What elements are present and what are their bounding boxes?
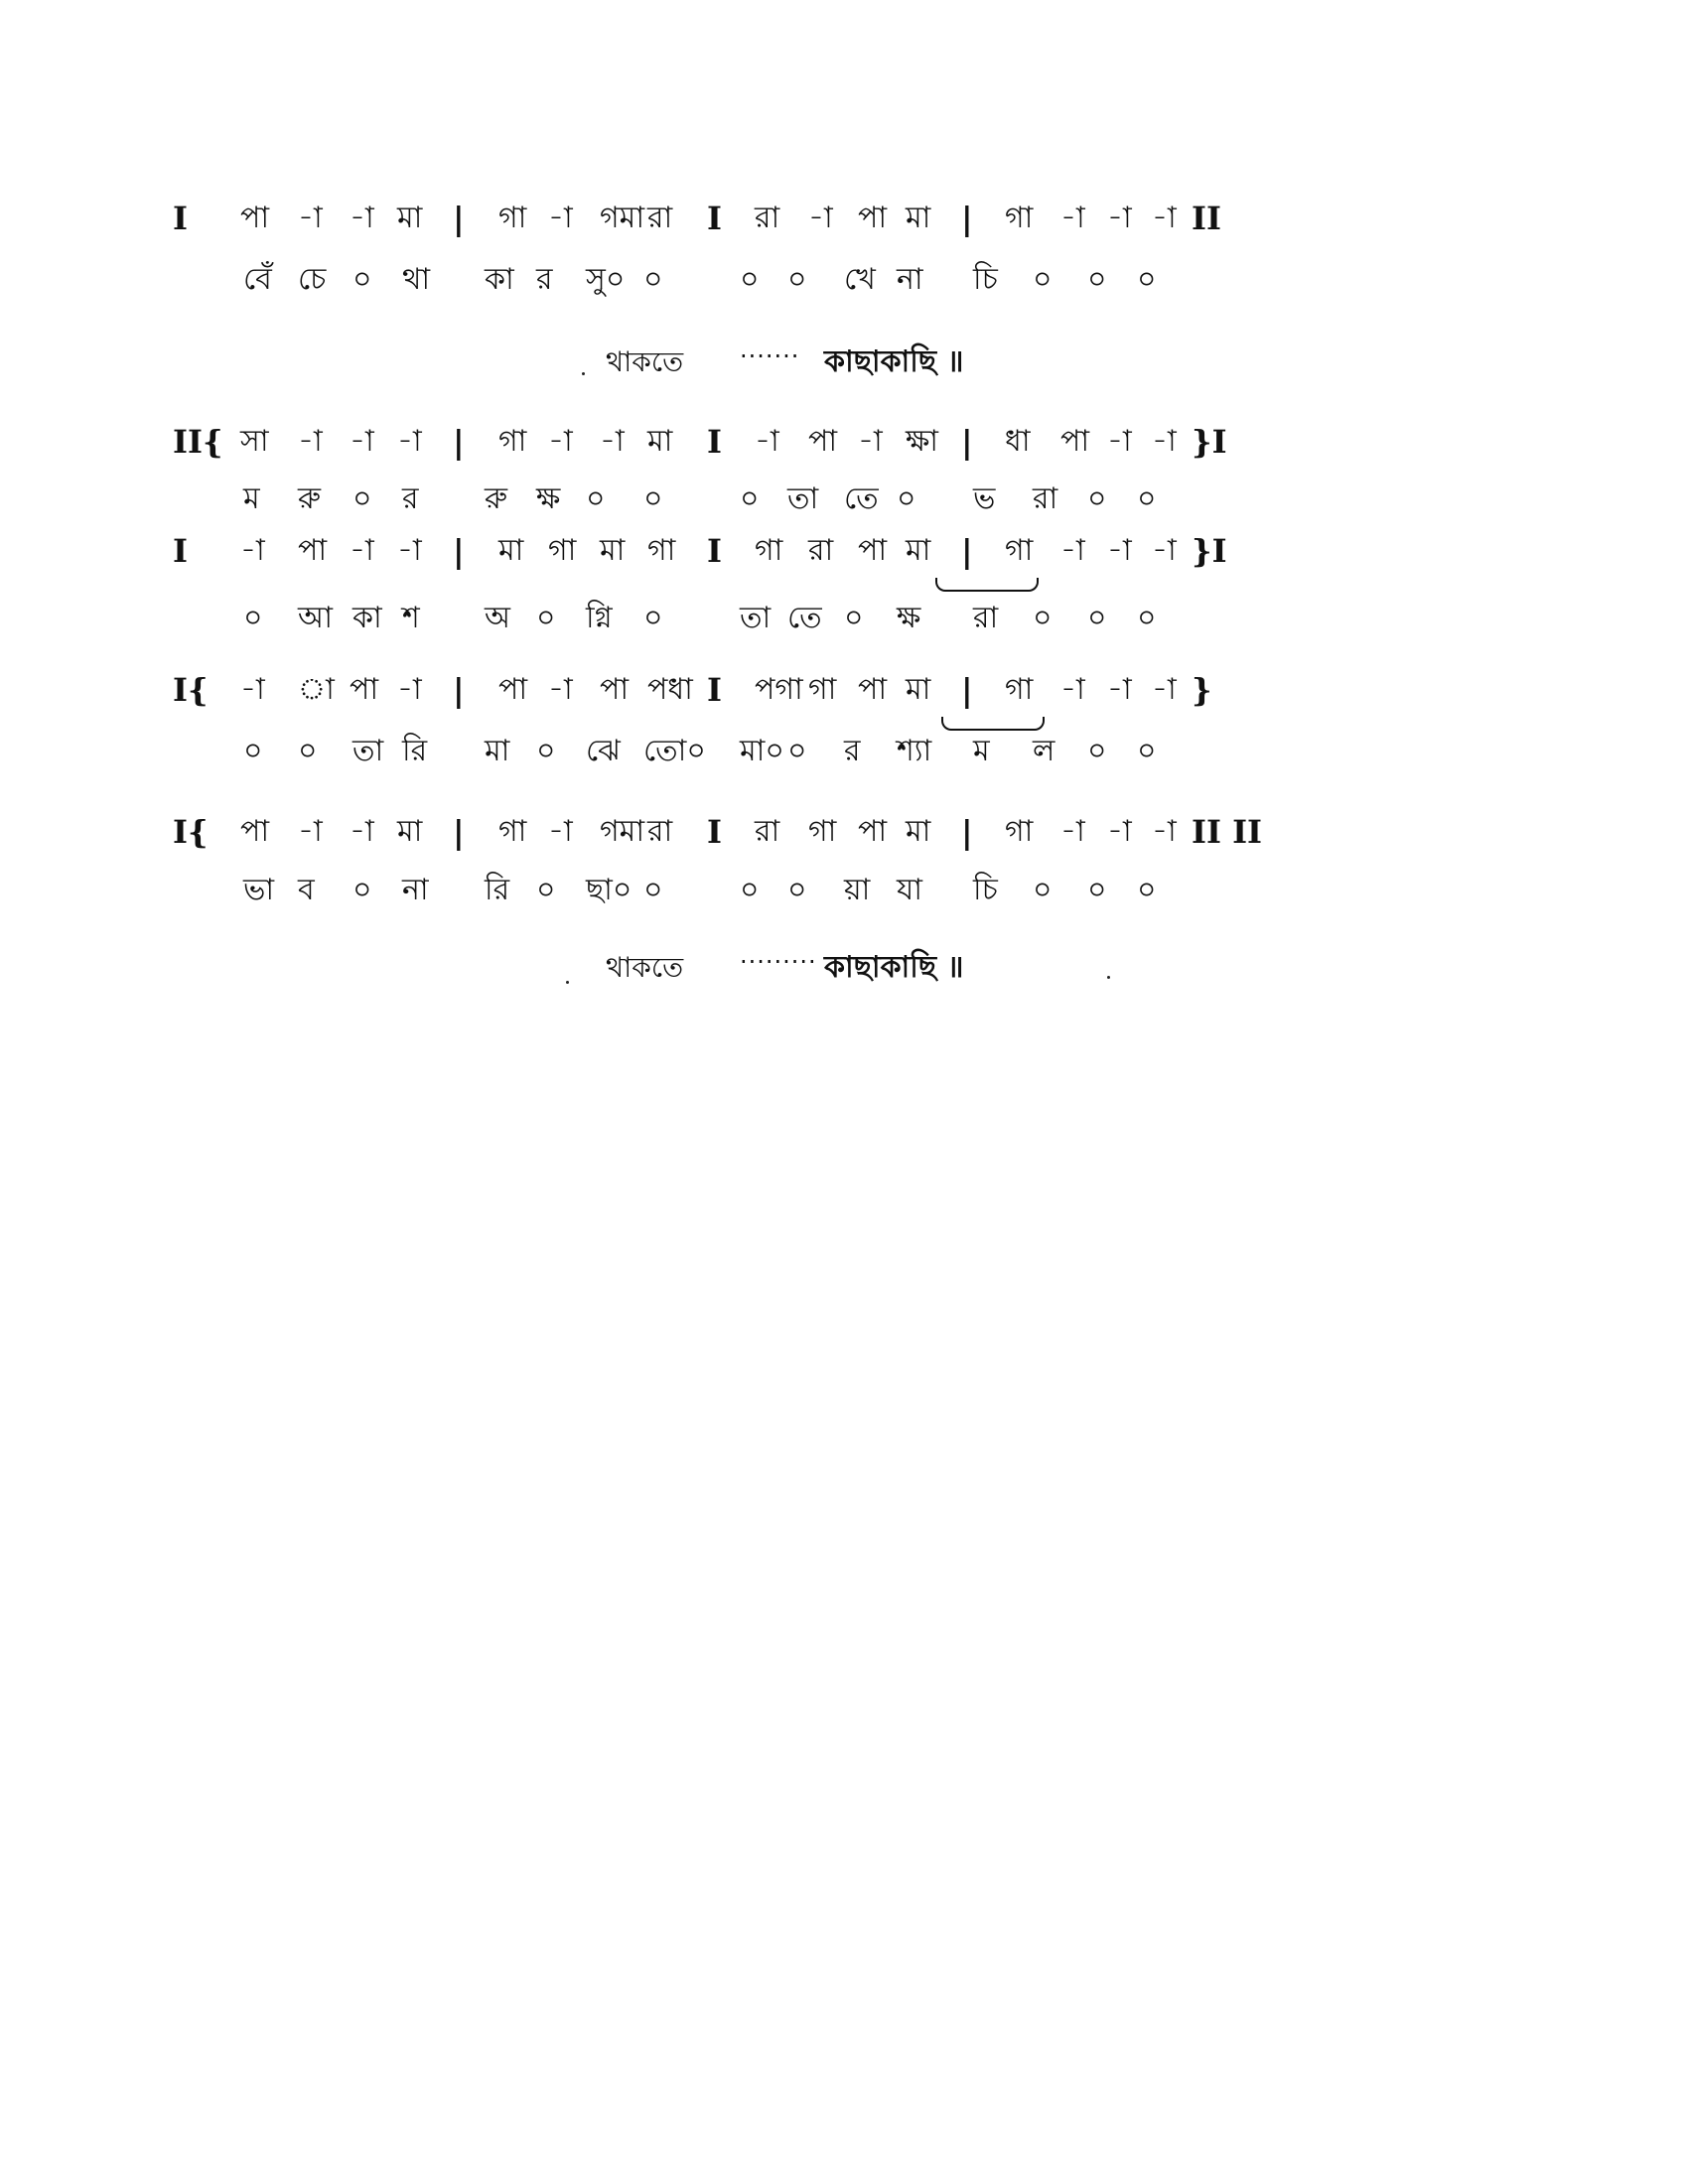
lyric-syllable: সু০ — [586, 262, 626, 297]
swara-note: -া — [600, 424, 625, 459]
lyric-syllable: ০ — [643, 601, 663, 635]
swara-note: -া — [1152, 533, 1177, 568]
swara-note: -া — [858, 424, 883, 459]
bar-line: I — [707, 200, 722, 237]
lyric-syllable: কা — [485, 262, 514, 297]
swara-note: -া — [298, 814, 323, 849]
lyric-syllable: ০ — [352, 481, 372, 516]
swara-note: পধা — [647, 672, 693, 707]
swara-note: মা — [906, 533, 931, 568]
refrain-lead: থাকতে — [606, 951, 684, 984]
swara-note: -া — [240, 533, 265, 568]
swara-note: গমা — [600, 201, 645, 235]
bar-line: } — [1192, 671, 1212, 709]
lyric-syllable: ব — [298, 873, 315, 907]
swara-note: গা — [1005, 201, 1034, 235]
swara-note: ক্ষা — [906, 424, 939, 459]
swara-note: -া — [298, 424, 323, 459]
swara-note: পা — [858, 814, 888, 849]
swara-note: -া — [1107, 672, 1132, 707]
lyric-syllable: ভ — [973, 481, 996, 516]
lyric-syllable: ক্ষ — [536, 481, 561, 516]
swara-note: গমা — [600, 814, 645, 849]
lyric-syllable: না — [402, 873, 429, 907]
swara-note: পা — [858, 533, 888, 568]
lyric-syllable: ০ — [740, 262, 760, 297]
swara-note: পা — [350, 672, 379, 707]
lyric-syllable: মা — [485, 734, 510, 768]
swara-note: -া — [298, 201, 323, 235]
lyric-line — [0, 479, 1688, 539]
lyric-syllable: ০ — [1137, 734, 1157, 768]
swara-note: মা — [906, 672, 931, 707]
bar-line: }I — [1192, 532, 1227, 570]
swara-note: -া — [397, 672, 422, 707]
swara-note: -া — [1152, 672, 1177, 707]
bar-line: | — [453, 532, 465, 570]
lyric-syllable: বেঁ — [243, 262, 272, 297]
lyric-syllable: রি — [402, 734, 428, 768]
lyric-syllable: রু — [485, 481, 508, 516]
swara-note: রা — [647, 201, 673, 235]
swara-note: পা — [858, 672, 888, 707]
swara-note: -া — [1060, 533, 1085, 568]
lyric-syllable: রু — [298, 481, 322, 516]
lyric-line — [0, 871, 1688, 930]
swara-note: পা — [600, 672, 630, 707]
swara-note: পগা — [755, 672, 803, 707]
lyric-syllable: ০ — [1033, 601, 1053, 635]
bar-line: I — [173, 532, 188, 570]
lyric-syllable: খে — [844, 262, 876, 297]
bar-line: | — [961, 200, 973, 237]
lyric-syllable: ০ — [586, 481, 606, 516]
swara-note: -া — [1152, 201, 1177, 235]
swara-note: গা — [1005, 672, 1034, 707]
refrain-line — [0, 948, 1688, 998]
swara-note: -া — [1152, 814, 1177, 849]
bar-line: I — [707, 423, 722, 461]
bar-line: II II — [1192, 813, 1263, 851]
lyric-syllable: র — [402, 481, 419, 516]
swara-note: -া — [548, 201, 573, 235]
swara-note: -া — [548, 424, 573, 459]
swara-note: গা — [1005, 814, 1034, 849]
swara-note: -া — [1107, 424, 1132, 459]
bar-line: I — [707, 532, 722, 570]
scan-speck — [582, 372, 585, 375]
lyric-syllable: কা — [352, 601, 382, 635]
lyric-syllable: ০ — [352, 262, 372, 297]
bar-line: I{ — [173, 671, 209, 709]
lyric-syllable: ম — [243, 481, 260, 516]
lyric-syllable: ০ — [1087, 873, 1107, 907]
lyric-syllable: তা — [352, 734, 384, 768]
bar-line: | — [453, 671, 465, 709]
lyric-syllable: ক্ষ — [897, 601, 921, 635]
lyric-line — [0, 260, 1688, 320]
slur-mark — [935, 578, 1039, 592]
swara-note: মা — [647, 424, 673, 459]
swara-note: গা — [647, 533, 676, 568]
lyric-syllable: শ্যা — [897, 734, 932, 768]
bar-line: | — [961, 423, 973, 461]
swara-note: -া — [1060, 201, 1085, 235]
swara-note: রা — [755, 201, 780, 235]
swara-note: -া — [350, 201, 374, 235]
lyric-syllable: থা — [402, 262, 431, 297]
refrain-tail: কাছাকাছি ॥ — [824, 950, 964, 985]
swara-note: -া — [1107, 814, 1132, 849]
lyric-line — [0, 599, 1688, 658]
swara-note: পা — [240, 814, 270, 849]
swara-note: -া — [240, 672, 265, 707]
swara-note: -া — [548, 672, 573, 707]
lyric-syllable: তা — [787, 481, 819, 516]
swara-note: পা — [808, 424, 838, 459]
swara-note: -া — [755, 424, 779, 459]
swara-note: পা — [1060, 424, 1090, 459]
lyric-syllable: ম — [973, 734, 990, 768]
bar-line: II{ — [173, 423, 223, 461]
lyric-syllable: গ্নি — [586, 601, 613, 635]
swara-note: -া — [1060, 672, 1085, 707]
lyric-syllable: ০ — [1087, 601, 1107, 635]
bar-line: | — [453, 813, 465, 851]
swara-note: মা — [600, 533, 626, 568]
bar-line: I — [173, 200, 188, 237]
swara-note: -া — [1060, 814, 1085, 849]
refrain-dots: ········· — [740, 948, 817, 976]
swara-line — [0, 422, 1688, 481]
lyric-syllable: ০ — [643, 262, 663, 297]
swara-note: পা — [298, 533, 328, 568]
swara-note: রা — [647, 814, 673, 849]
refrain-tail: কাছাকাছি ॥ — [824, 344, 964, 379]
swara-note: মা — [397, 201, 423, 235]
swara-line — [0, 812, 1688, 872]
lyric-syllable: ০ — [1137, 262, 1157, 297]
swara-note: -া — [350, 814, 374, 849]
lyric-syllable: ০ — [536, 734, 556, 768]
swara-note: -া — [350, 533, 374, 568]
swara-note: রা — [755, 814, 780, 849]
lyric-syllable: চি — [973, 262, 998, 297]
lyric-syllable: শ — [402, 601, 420, 635]
swara-note: মা — [906, 814, 931, 849]
lyric-syllable: ০ — [536, 873, 556, 907]
swara-note: মা — [498, 533, 524, 568]
refrain-dots: ······· — [740, 342, 800, 370]
swara-note: ধা — [1005, 424, 1031, 459]
swara-note: -া — [548, 814, 573, 849]
lyric-syllable: ০ — [1137, 873, 1157, 907]
lyric-syllable: ০ — [1087, 734, 1107, 768]
swara-note: সা — [240, 424, 269, 459]
lyric-syllable: ০ — [1137, 601, 1157, 635]
lyric-syllable: অ — [485, 601, 510, 635]
swara-note: গা — [808, 814, 837, 849]
swara-note: -া — [397, 424, 422, 459]
lyric-syllable: ০ — [243, 601, 263, 635]
lyric-syllable: ০ — [787, 262, 807, 297]
bar-line: | — [453, 423, 465, 461]
lyric-syllable: যা — [897, 873, 922, 907]
lyric-syllable: ০ — [787, 734, 807, 768]
lyric-syllable: ০ — [643, 873, 663, 907]
swara-note: পা — [858, 201, 888, 235]
swara-line — [0, 199, 1688, 258]
lyric-syllable: তে — [787, 601, 822, 635]
lyric-syllable: ০ — [740, 873, 760, 907]
lyric-syllable: না — [897, 262, 923, 297]
swara-note: -া — [397, 533, 422, 568]
bar-line: | — [961, 813, 973, 851]
lyric-syllable: ০ — [298, 734, 318, 768]
lyric-syllable: আ — [298, 601, 333, 635]
refrain-lead: থাকতে — [606, 345, 684, 378]
swara-note: -া — [1107, 533, 1132, 568]
lyric-syllable: ০ — [787, 873, 807, 907]
swara-note: -া — [350, 424, 374, 459]
swara-note: রা — [808, 533, 834, 568]
lyric-line — [0, 732, 1688, 791]
bar-line: }I — [1192, 423, 1227, 461]
scan-speck — [566, 981, 569, 984]
slur-mark — [941, 717, 1045, 731]
lyric-syllable: ০ — [352, 873, 372, 907]
lyric-syllable: তো০ — [643, 734, 706, 768]
swara-note: া — [298, 672, 335, 707]
swara-note: মা — [397, 814, 423, 849]
lyric-syllable: ল — [1033, 734, 1055, 768]
swara-note: -া — [1152, 424, 1177, 459]
swara-note: পা — [498, 672, 528, 707]
bar-line: I — [707, 813, 722, 851]
lyric-syllable: ভা — [243, 873, 275, 907]
bar-line: I — [707, 671, 722, 709]
lyric-syllable: রা — [973, 601, 999, 635]
swara-note: গা — [1005, 533, 1034, 568]
bar-line: | — [961, 671, 973, 709]
lyric-syllable: মা০ — [740, 734, 784, 768]
lyric-syllable: চি — [973, 873, 998, 907]
bar-line: | — [453, 200, 465, 237]
swara-note: মা — [906, 201, 931, 235]
lyric-syllable: চে — [298, 262, 327, 297]
swara-note: পা — [240, 201, 270, 235]
lyric-syllable: ০ — [536, 601, 556, 635]
lyric-syllable: ০ — [1137, 481, 1157, 516]
lyric-syllable: ০ — [740, 481, 760, 516]
swara-line — [0, 531, 1688, 591]
lyric-syllable: ০ — [897, 481, 916, 516]
lyric-syllable: তে — [844, 481, 879, 516]
swara-line — [0, 670, 1688, 730]
lyric-syllable: ০ — [1033, 262, 1053, 297]
bar-line: | — [961, 532, 973, 570]
swara-note: গা — [498, 814, 527, 849]
scan-speck — [1107, 976, 1110, 979]
lyric-syllable: রা — [1033, 481, 1058, 516]
swara-note: গা — [548, 533, 577, 568]
lyric-syllable: ০ — [243, 734, 263, 768]
lyric-syllable: ০ — [1087, 481, 1107, 516]
lyric-syllable: ছা০ — [586, 873, 633, 907]
bar-line: I{ — [173, 813, 209, 851]
lyric-syllable: র — [536, 262, 553, 297]
swara-note: -া — [808, 201, 833, 235]
refrain-line — [0, 342, 1688, 392]
swara-note: -া — [1107, 201, 1132, 235]
lyric-syllable: ০ — [1087, 262, 1107, 297]
swara-note: গা — [755, 533, 783, 568]
lyric-syllable: ০ — [643, 481, 663, 516]
lyric-syllable: তা — [740, 601, 772, 635]
lyric-syllable: র — [844, 734, 861, 768]
swara-note: গা — [498, 201, 527, 235]
lyric-syllable: য়া — [844, 873, 871, 907]
swara-note: গা — [498, 424, 527, 459]
lyric-syllable: ঝে — [586, 734, 621, 768]
lyric-syllable: ০ — [844, 601, 864, 635]
bar-line: II — [1192, 200, 1221, 237]
lyric-syllable: রি — [485, 873, 510, 907]
swara-note: গা — [808, 672, 837, 707]
lyric-syllable: ০ — [1033, 873, 1053, 907]
